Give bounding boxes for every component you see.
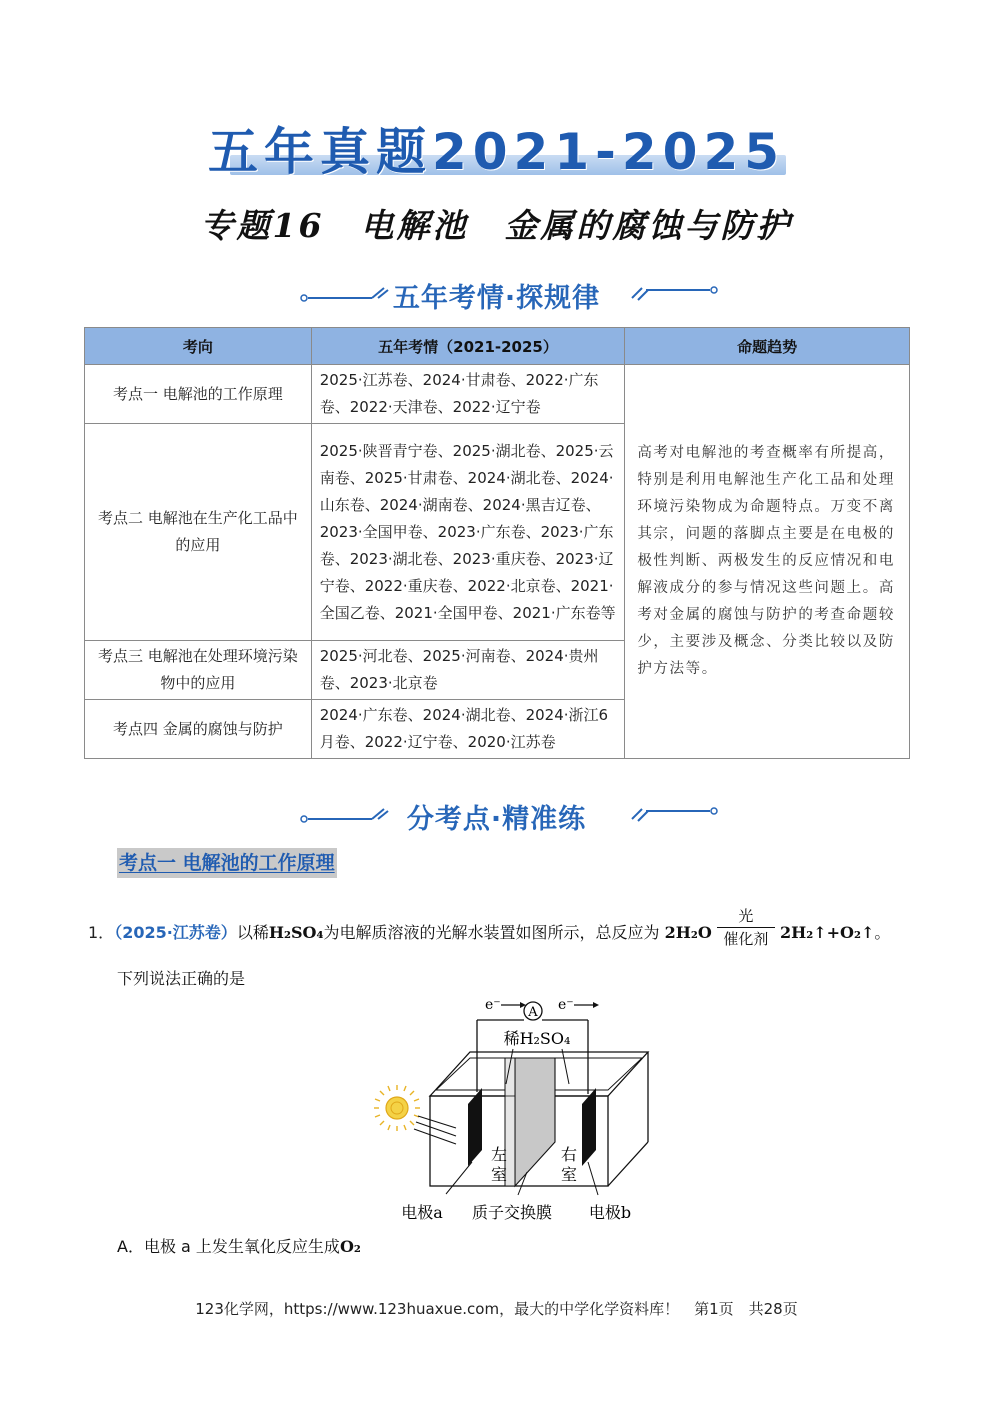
years-cell: 2025·河北卷、2025·河南卷、2024·贵州卷、2023·北京卷 [311, 641, 625, 700]
years-cell: 2024·广东卷、2024·湖北卷、2024·浙江6月卷、2022·辽宁卷、2020·江苏卷 [311, 700, 625, 759]
left-decoration-icon [300, 805, 390, 825]
question-text: 以稀 [236, 923, 269, 942]
right-room-label: 右 [560, 1145, 578, 1164]
formula-reactant: 2H₂O [664, 923, 712, 942]
option-a [117, 1234, 361, 1257]
right-decoration-icon [630, 805, 720, 825]
reaction-condition [717, 906, 775, 949]
header-trend: 命题趋势 [625, 328, 910, 365]
kaodian-label: 考点一 电解池的工作原理 [117, 848, 337, 878]
left-decoration-icon [300, 284, 390, 304]
condition-light: 光 [738, 907, 754, 925]
electrode-a-label: 电极a [401, 1203, 443, 1222]
ammeter-label: A [528, 1005, 538, 1020]
right-room-label: 室 [560, 1165, 578, 1184]
electrode-b [582, 1088, 596, 1166]
section-heading-exam-trends [0, 276, 993, 315]
question-1-stem [88, 907, 891, 955]
topic-cell: 考点三 电解池在处理环境污染物中的应用 [85, 641, 312, 700]
years-cell: 2025·陕晋青宁卷、2025·湖北卷、2025·云南卷、2025·甘肃卷、2024·湖北卷、2024·山东卷、2024·湖南卷、2024·黑吉辽卷、2023·全国甲卷、2023·广东卷、2023·广东卷、2023·湖北卷、2023·重庆卷、2023·辽宁卷、2022·重庆卷、2022·北京卷、2021·全国乙卷、2021·全国甲卷、2021·广东卷等 [311, 424, 625, 641]
question-end: 。 [874, 923, 891, 942]
topic-cell: 考点二 电解池在生产化工品中的应用 [85, 424, 312, 641]
question-prompt: 下列说法正确的是 [117, 969, 246, 988]
question-text: 为电解质溶液的光解水装置如图所示，总反应为 [323, 923, 660, 942]
section-title: 分考点·精准练 [406, 804, 587, 835]
electron-label-right: e⁻ [558, 997, 574, 1013]
solution-label: 稀H₂SO₄ [503, 1029, 571, 1048]
topic-cell: 考点一 电解池的工作原理 [85, 365, 312, 424]
years-cell: 2025·江苏卷、2024·甘肃卷、2022·广东卷、2022·天津卷、2022·辽宁卷 [311, 365, 625, 424]
condition-catalyst: 催化剂 [723, 930, 769, 948]
table-header-row [85, 328, 910, 365]
reaction-arrow-bar [717, 927, 775, 928]
sun-icon [374, 1085, 420, 1131]
electron-label-left: e⁻ [485, 997, 501, 1013]
formula-acid: H₂SO₄ [268, 923, 324, 942]
left-room-label: 室 [490, 1165, 508, 1184]
proton-exchange-membrane [515, 1058, 555, 1186]
electrode-b-label: 电极b [588, 1203, 632, 1222]
formula-products: 2H₂↑+O₂↑ [779, 923, 875, 942]
topic-cell: 考点四 金属的腐蚀与防护 [85, 700, 312, 759]
page-footer: 123化学网，https://www.123huaxue.com，最大的中学化学资料库！ 第1页 共28页 [195, 1300, 798, 1318]
trend-cell: 高考对电解池的考查概率有所提高，特别是利用电解池生产化工品和处理环境污染物成为命题特点。万变不离其宗，问题的落脚点主要是在电极的极性判断、两极发生的反应情况和电解液成分的参与情况这些问题上。高考对金属的腐蚀与防护的考查命题较少，主要涉及概念、分类比较以及防护方法等。 [625, 365, 910, 759]
header-years: 五年考情（2021-2025） [311, 328, 625, 365]
question-number: 1． [88, 923, 115, 942]
banner-title: 五年真题2021-2025 [207, 123, 786, 181]
table-row [85, 365, 910, 424]
light-rays-icon [414, 1116, 456, 1144]
left-room-label: 左 [490, 1145, 508, 1164]
section-heading-practice [0, 797, 993, 836]
exam-trend-table [84, 327, 910, 759]
option-a-formula: O₂ [339, 1237, 361, 1256]
section-title: 五年考情·探规律 [392, 283, 601, 314]
electrolysis-apparatus-figure [370, 992, 660, 1227]
header-topic: 考向 [85, 328, 312, 365]
question-source: （2025·江苏卷） [114, 923, 237, 942]
membrane-label: 质子交换膜 [471, 1203, 553, 1222]
topic-subtitle: 专题16 电解池 金属的腐蚀与防护 [200, 206, 793, 245]
electrode-a [468, 1088, 482, 1166]
right-decoration-icon [630, 284, 720, 304]
option-a-text: A．电极 a 上发生氧化反应生成 [117, 1237, 340, 1256]
